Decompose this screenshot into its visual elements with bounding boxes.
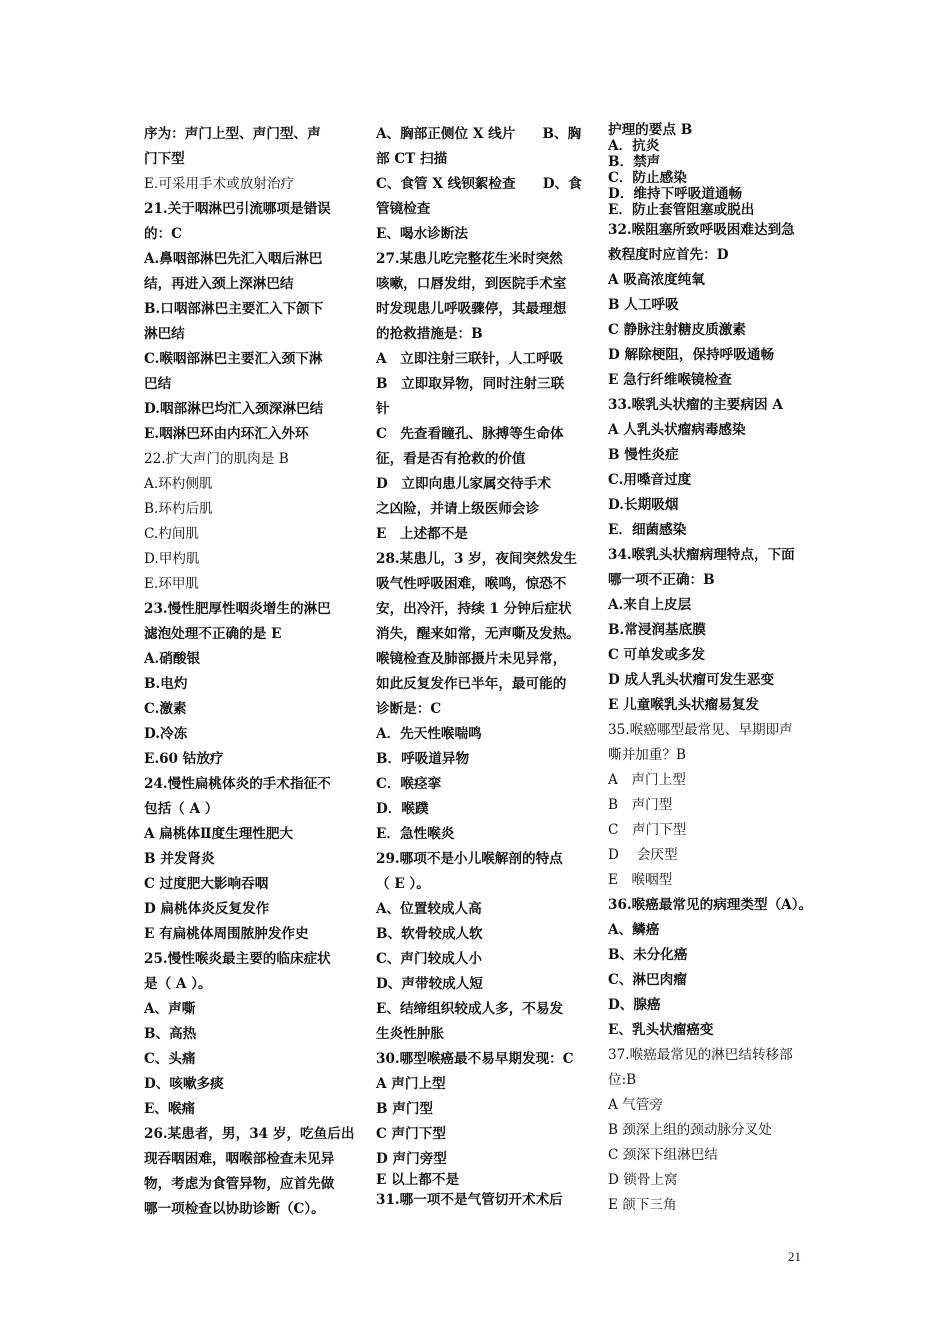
text-line: 现吞咽困难，咽喉部检查未见异 [144, 1151, 335, 1167]
question-31-options-block [608, 122, 811, 218]
text-line: D 会厌型 [608, 847, 678, 863]
text-line: B.环杓后肌 [144, 501, 213, 517]
text-line: B．禁声 [608, 154, 661, 170]
text-line: B、未分化癌 [608, 947, 688, 963]
text-line: C、声门较成人小 [376, 951, 482, 967]
text-line: D．维持下呼吸道通畅 [608, 186, 743, 202]
text-line: D 成人乳头状瘤可发生恶变 [608, 672, 775, 688]
text-line: D 声门旁型 [376, 1151, 447, 1167]
text-line: A 人乳头状瘤病毒感染 [608, 422, 746, 438]
text-line: A、声嘶 [144, 1001, 196, 1017]
text-line: 36.喉癌最常见的病理类型（A）。 [608, 897, 813, 913]
text-line: 哪一项不正确：B [608, 572, 715, 588]
text-line: C 颈深下组淋巴结 [608, 1147, 718, 1163]
text-line: D.甲杓肌 [144, 551, 200, 567]
text-line: C 声门下型 [608, 822, 687, 838]
text-line: 如此反复发作已半年，最可能的 [376, 676, 567, 692]
text-line: B.口咽部淋巴主要汇入下颌下 [144, 301, 324, 317]
text-line: 巴结 [144, 376, 172, 392]
text-line: 的：C [144, 226, 183, 242]
text-line: C、头痛 [144, 1051, 196, 1067]
text-line: 的抢救措施是：B [376, 326, 483, 342]
text-line: E.60 钴放疗 [144, 751, 224, 767]
text-line: A 声门上型 [608, 772, 686, 788]
text-line: 29.哪项不是小儿喉解剖的特点 [376, 851, 563, 867]
text-line: C．喉痉挛 [376, 776, 442, 792]
text-line: 22.扩大声门的肌肉是 B [144, 451, 289, 467]
text-line: A．先天性喉喘鸣 [376, 726, 482, 742]
text-line: B 并发肾炎 [144, 851, 215, 867]
text-line: 咳嗽，口唇发绀，到医院手术室 [376, 276, 567, 292]
text-line: A 扁桃体Ⅱ度生理性肥大 [144, 826, 294, 842]
text-line: 包括（ A ） [144, 801, 219, 817]
text-line: D、咳嗽多痰 [144, 1076, 224, 1092]
text-line: 33.喉乳头状瘤的主要病因 A [608, 397, 783, 413]
text-line: D.咽部淋巴均汇入颈深淋巴结 [144, 401, 324, 417]
text-line: A.鼻咽部淋巴先汇入咽后淋巴 [144, 251, 323, 267]
text-line: C、淋巴肉瘤 [608, 972, 687, 988]
text-line: B、软骨较成人软 [376, 926, 483, 942]
text-line: A.硝酸银 [144, 651, 201, 667]
text-line: 管镜检查 [376, 201, 431, 217]
text-line: 32.喉阻塞所致呼吸困难达到急 [608, 222, 795, 238]
text-column-right [608, 122, 811, 1218]
text-line: D 扁桃体炎反复发作 [144, 901, 270, 917]
text-line: D 解除梗阻，保持呼吸通畅 [608, 347, 775, 363]
text-line: C 可单发或多发 [608, 647, 706, 663]
text-line: E．急性喉炎 [376, 826, 455, 842]
text-line: A 声门上型 [376, 1076, 446, 1092]
text-line: A．抗炎 [608, 138, 660, 154]
text-line: B 慢性炎症 [608, 447, 679, 463]
text-line: 部 CT 扫描 [376, 151, 448, 167]
text-line: 安，出冷汗，持续 1 分钟后症状 [376, 601, 572, 617]
text-line: 吸气性呼吸困难，喉鸣，惊恐不 [376, 576, 567, 592]
text-line: E、乳头状瘤癌变 [608, 1022, 714, 1038]
text-line: 结，再进入颈上深淋巴结 [144, 276, 294, 292]
page-number: 21 [788, 1249, 801, 1264]
text-line: 时发现患儿呼吸骤停，其最理想 [376, 301, 567, 317]
text-line: A 立即注射三联针，人工呼吸 [376, 351, 564, 367]
text-line: 21.关于咽淋巴引流哪项是错误 [144, 201, 331, 217]
text-line: C 先查看瞳孔、脉搏等生命体 [376, 426, 564, 442]
text-line: B、高热 [144, 1026, 197, 1042]
text-line: D、声带较成人短 [376, 976, 483, 992]
text-line: C．防止感染 [608, 170, 687, 186]
text-line: E 颌下三角 [608, 1197, 677, 1213]
text-line: 35.喉癌哪型最常见、早期即声 [608, 722, 793, 738]
text-line: B 声门型 [608, 797, 673, 813]
text-line: 27.某患儿吃完整花生米时突然 [376, 251, 563, 267]
text-line: E 上述都不是 [376, 526, 468, 542]
text-line: 护理的要点 B [608, 122, 693, 138]
text-line: A.来自上皮层 [608, 597, 692, 613]
text-line: 淋巴结 [144, 326, 185, 342]
text-line: E 儿童喉乳头状瘤易复发 [608, 697, 760, 713]
text-line: 24.慢性扁桃体炎的手术指征不 [144, 776, 331, 792]
text-line: 37.喉癌最常见的淋巴结转移部 [608, 1047, 793, 1063]
text-line: 门下型 [144, 151, 185, 167]
text-line: A 气管旁 [608, 1097, 663, 1113]
text-line: B 颈深上组的颈动脉分叉处 [608, 1122, 772, 1138]
text-line: C、食管 X 线钡絮检查 D、食 [376, 176, 582, 192]
text-line: E、结缔组织较成人多，不易发 [376, 1001, 564, 1017]
text-line: C.喉咽部淋巴主要汇入颈下淋 [144, 351, 323, 367]
text-line: 物，考虑为食管异物，应首先做 [144, 1176, 335, 1192]
text-line: 23.慢性肥厚性咽炎增生的淋巴 [144, 601, 331, 617]
text-line: E．细菌感染 [608, 522, 687, 538]
text-line: C.用嗓音过度 [608, 472, 692, 488]
text-line: B.电灼 [144, 676, 188, 692]
text-line: B 声门型 [376, 1101, 434, 1117]
text-line: E、喝水诊断法 [376, 226, 468, 242]
text-line: D.长期吸烟 [608, 497, 679, 513]
text-line: C.杓间肌 [144, 526, 200, 542]
text-column-left [144, 122, 355, 1222]
text-line: E 喉咽型 [608, 872, 673, 888]
text-line: D 锁骨上窝 [608, 1172, 678, 1188]
text-line: 位:B [608, 1072, 637, 1088]
text-line: B 人工呼吸 [608, 297, 679, 313]
text-line: 哪一项检查以协助诊断（C）。 [144, 1201, 325, 1217]
text-line: A 吸高浓度纯氧 [608, 272, 705, 288]
text-line: （ E ）。 [376, 876, 430, 892]
text-line: A、胸部正侧位 X 线片 B、胸 [376, 126, 582, 142]
text-line: 征，看是否有抢救的价值 [376, 451, 526, 467]
text-line: A.环杓侧肌 [144, 476, 213, 492]
questions-32-37-block [608, 218, 811, 1218]
text-line: E.可采用手术或放射治疗 [144, 176, 295, 192]
text-line: A、位置较成人高 [376, 901, 482, 917]
text-line: E 以上都不是 [376, 1172, 460, 1188]
text-line: D．喉蹼 [376, 801, 429, 817]
text-line: B 立即取异物，同时注射三联 [376, 376, 565, 392]
text-line: E.环甲肌 [144, 576, 200, 592]
text-line: 31.哪一项不是气管切开术术后 [376, 1192, 563, 1208]
text-line: 救程度时应首先：D [608, 247, 729, 263]
text-line: E、喉痛 [144, 1101, 196, 1117]
text-line: 诊断是：C [376, 701, 442, 717]
text-line: 喉镜检查及肺部摄片未见异常， [376, 651, 567, 667]
text-line: 28.某患儿，3 岁，夜间突然发生 [376, 551, 577, 567]
text-line: C 过度肥大影响吞咽 [144, 876, 269, 892]
text-line: A、鳞癌 [608, 922, 660, 938]
text-line: E.咽淋巴环由内环汇入外环 [144, 426, 309, 442]
text-line: D 立即向患儿家属交待手术 [376, 476, 551, 492]
text-line: D.冷冻 [144, 726, 188, 742]
text-line: 34.喉乳头状瘤病理特点，下面 [608, 547, 795, 563]
text-line: 嘶并加重？B [608, 747, 686, 763]
text-line: 30.哪型喉癌最不易早期发现：C [376, 1051, 574, 1067]
text-line: 消失，醒来如常，无声嘶及发热。 [376, 626, 580, 642]
text-line: 生炎性肿胀 [376, 1026, 444, 1042]
text-line: 之凶险，并请上级医师会诊 [376, 501, 540, 517]
text-line: 26.某患者，男，34 岁，吃鱼后出 [144, 1126, 355, 1142]
text-line: E．防止套管阻塞或脱出 [608, 202, 755, 218]
text-column-middle [376, 122, 582, 1213]
text-line: C.激素 [144, 701, 187, 717]
text-line: 针 [376, 401, 390, 417]
text-line: C 静脉注射糖皮质激素 [608, 322, 746, 338]
text-line: B.常浸润基底膜 [608, 622, 706, 638]
text-line: E 急行纤维喉镜检查 [608, 372, 732, 388]
text-line: 是（ A ）。 [144, 976, 212, 992]
text-line: 25.慢性喉炎最主要的临床症状 [144, 951, 331, 967]
text-line: 序为：声门上型、声门型、声 [144, 126, 321, 142]
text-line: 滤泡处理不正确的是 E [144, 626, 282, 642]
text-line: C 声门下型 [376, 1126, 446, 1142]
text-line: E 有扁桃体周围脓肿发作史 [144, 926, 309, 942]
text-line: D、腺癌 [608, 997, 661, 1013]
text-line: B．呼吸道异物 [376, 751, 470, 767]
